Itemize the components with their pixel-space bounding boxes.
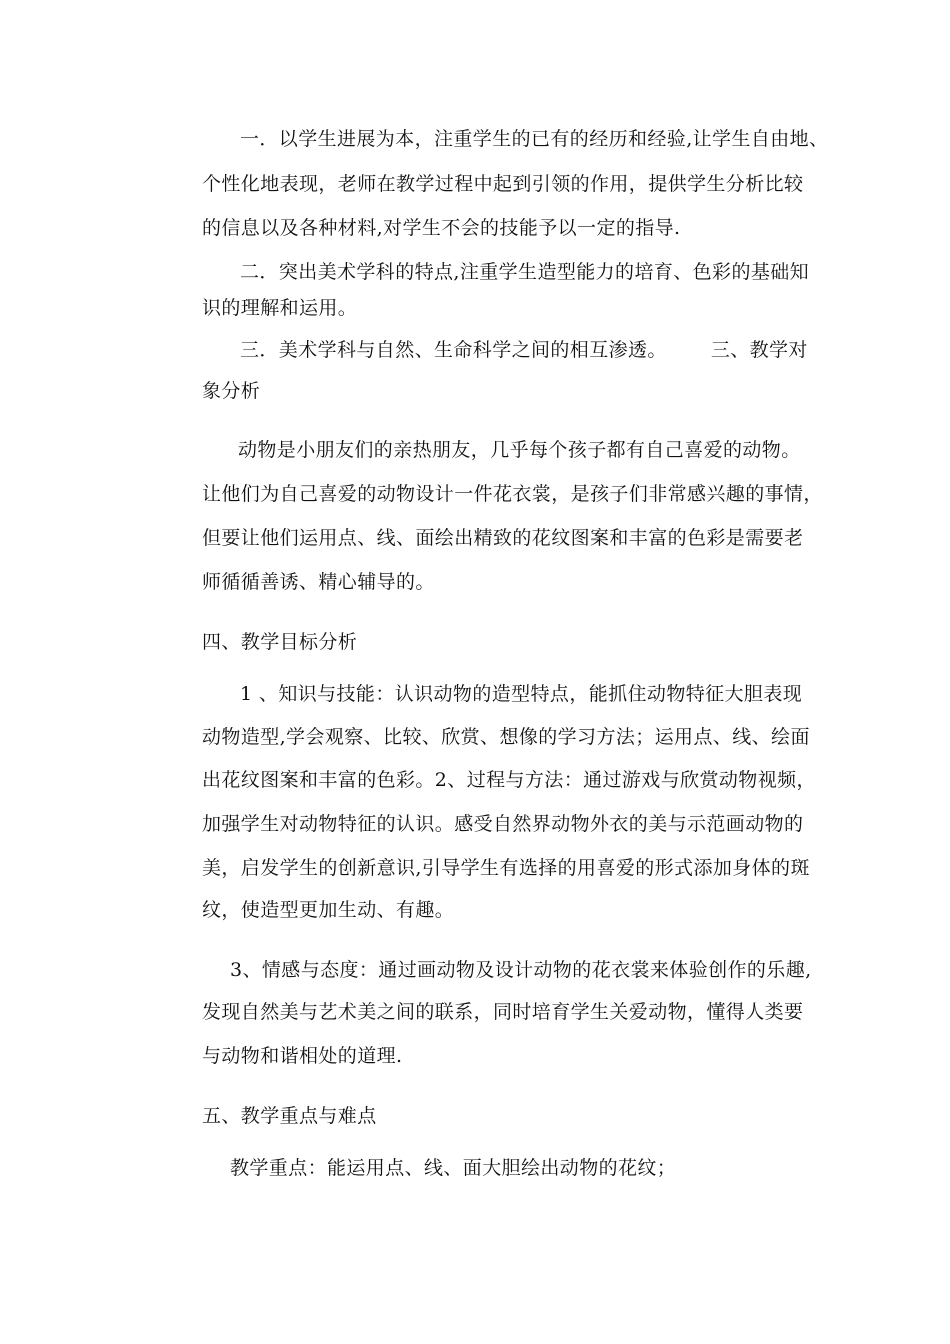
section-3-heading-start: 三、教学对: [710, 339, 808, 361]
section-4-heading: 四、教学目标分析: [202, 631, 358, 653]
paragraph-2-line-1: 二．突出美术学科的特点,注重学生造型能力的培育、色彩的基础知: [240, 261, 810, 283]
paragraph-5-line-5: 美，启发学生的创新意识,引导学生有选择的用喜爱的形式添加身体的斑: [202, 857, 810, 879]
paragraph-6-line-1: 3、情感与态度：通过画动物及设计动物的花衣裳来体验创作的乐趣,: [230, 959, 812, 981]
paragraph-6-line-2: 发现自然美与艺术美之间的联系，同时培育学生关爱动物，懂得人类要: [202, 1001, 804, 1023]
paragraph-3-text: 三．美术学科与自然、生命科学之间的相互渗透。: [240, 339, 667, 361]
paragraph-4-line-3: 但要让他们运用点、线、面绘出精致的花纹图案和丰富的色彩是需要老: [202, 527, 804, 549]
paragraph-3-line-1: [240, 338, 808, 362]
paragraph-2-line-2: 识的理解和运用。: [202, 297, 358, 319]
paragraph-4-line-2: 让他们为自己喜爱的动物设计一件花衣裳，是孩子们非常感兴趣的事情，: [202, 483, 823, 505]
paragraph-5-line-4: 加强学生对动物特征的认识。感受自然界动物外衣的美与示范画动物的: [202, 813, 804, 835]
section-3-heading-end: 象分析: [202, 380, 261, 402]
section-5-heading: 五、教学重点与难点: [202, 1105, 377, 1127]
paragraph-5-line-1: 1 、知识与技能：认识动物的造型特点，能抓住动物特征大胆表现: [240, 683, 803, 705]
paragraph-5-line-2: 动物造型,学会观察、比较、欣赏、想像的学习方法；运用点、线、绘面: [202, 726, 810, 748]
paragraph-5-line-6: 纹，使造型更加生动、有趣。: [202, 899, 455, 921]
paragraph-4-line-4: 师循循善诱、精心辅导的。: [202, 571, 435, 593]
paragraph-7-line-1: 教学重点：能运用点、线、面大胆绘出动物的花纹；: [230, 1157, 677, 1179]
paragraph-5-line-3: 出花纹图案和丰富的色彩。2、过程与方法：通过游戏与欣赏动物视频，: [202, 769, 816, 791]
paragraph-1-line-2: 个性化地表现，老师在教学过程中起到引领的作用，提供学生分析比较: [202, 173, 804, 195]
paragraph-1-line-3: 的信息以及各种材料,对学生不会的技能予以一定的指导.: [202, 217, 681, 239]
paragraph-6-line-3: 与动物和谐相处的道理.: [202, 1045, 403, 1067]
paragraph-4-line-1: 动物是小朋友们的亲热朋友，几乎每个孩子都有自己喜爱的动物。: [238, 439, 801, 461]
paragraph-1-line-1: 一．以学生进展为本，注重学生的已有的经历和经验,让学生自由地、: [240, 128, 829, 150]
